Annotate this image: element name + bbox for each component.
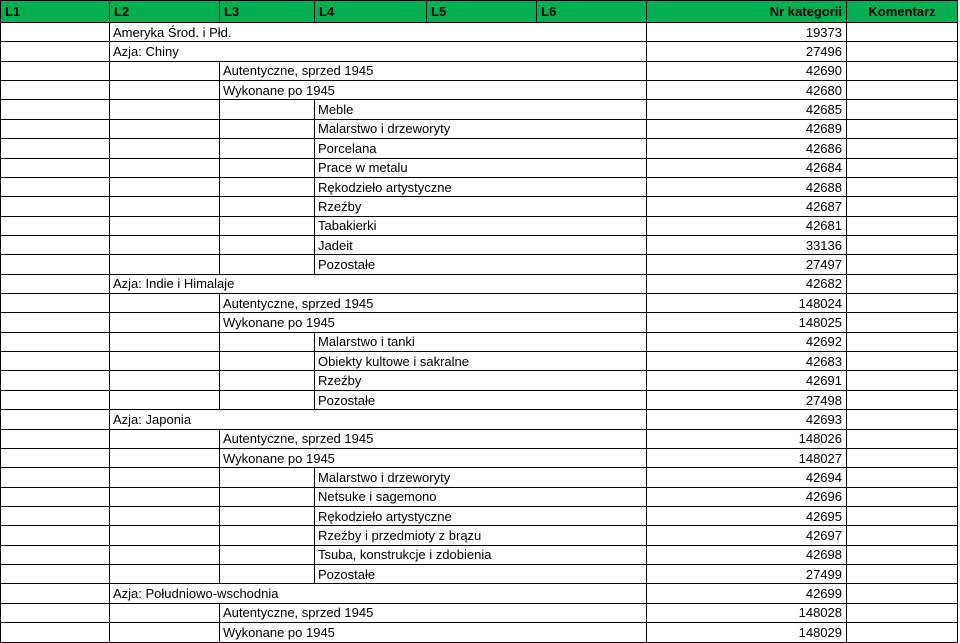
category-label-cell[interactable] [315,545,647,564]
comment-cell[interactable] [847,61,958,80]
category-label: Rzeźby [318,198,362,214]
category-number: 42684 [805,160,842,176]
category-number-cell[interactable] [647,487,847,506]
table-row [1,584,958,603]
category-label: Tabakierki [318,218,377,234]
comment-cell[interactable] [847,119,958,138]
category-label: Pozostałe [318,566,376,582]
category-label-cell[interactable] [220,313,647,332]
comment-cell[interactable] [847,100,958,119]
category-number-cell[interactable] [647,119,847,138]
table-row [1,23,958,42]
empty-cell[interactable] [110,177,220,196]
empty-cell[interactable] [220,506,315,525]
category-label-cell[interactable] [315,352,647,371]
table-row [1,468,958,487]
category-number: 27498 [805,392,842,408]
empty-cell[interactable] [110,235,220,254]
comment-cell[interactable] [847,332,958,351]
category-number: 42685 [805,102,842,118]
table-row [1,332,958,351]
category-number-cell[interactable] [647,448,847,467]
category-number: 42688 [805,179,842,195]
category-label: Obiekty kultowe i sakralne [318,353,470,369]
empty-cell[interactable] [110,390,220,409]
header-l2[interactable]: L2 [110,1,220,23]
table-row [1,177,958,196]
category-number-cell[interactable] [647,371,847,390]
header-l6[interactable]: L6 [537,1,647,23]
category-number: 42696 [805,489,842,505]
header-l1[interactable]: L1 [1,1,110,23]
category-label: Meble [318,102,354,118]
empty-cell[interactable] [220,526,315,545]
category-label-cell[interactable] [220,429,647,448]
category-number: 42686 [805,140,842,156]
category-label: Wykonane po 1945 [223,82,335,98]
category-label: Azja: Indie i Himalaje [113,276,235,292]
category-label: Azja: Południowo-wschodnia [113,586,279,602]
comment-cell[interactable] [847,23,958,42]
table-row [1,410,958,429]
category-label: Malarstwo i tanki [318,334,415,350]
category-number-cell[interactable] [647,197,847,216]
category-number: 27497 [805,256,842,272]
table-row [1,429,958,448]
table-row [1,255,958,274]
empty-cell[interactable] [1,332,110,351]
category-number-cell[interactable] [647,526,847,545]
comment-cell[interactable] [847,197,958,216]
empty-cell[interactable] [220,352,315,371]
comment-cell[interactable] [847,623,958,642]
category-number-cell[interactable] [647,294,847,313]
table-row [1,100,958,119]
comment-cell[interactable] [847,139,958,158]
category-label-cell[interactable] [315,235,647,254]
comment-cell[interactable] [847,565,958,584]
empty-cell[interactable] [1,177,110,196]
empty-cell[interactable] [1,448,110,467]
category-number: 148028 [798,605,842,621]
category-number-cell[interactable] [647,235,847,254]
empty-cell[interactable] [1,235,110,254]
empty-cell[interactable] [1,139,110,158]
category-number-cell[interactable] [647,139,847,158]
empty-cell[interactable] [110,332,220,351]
category-number-cell[interactable] [647,429,847,448]
empty-cell[interactable] [1,352,110,371]
category-label: Netsuke i sagemono [318,489,437,505]
category-number: 42697 [805,528,842,544]
category-label-cell[interactable] [110,274,647,293]
comment-cell[interactable] [847,468,958,487]
empty-cell[interactable] [110,119,220,138]
header-category-number[interactable]: Nr kategorii [647,1,847,23]
category-number-cell[interactable] [647,158,847,177]
category-label-cell[interactable] [315,119,647,138]
empty-cell[interactable] [1,158,110,177]
comment-cell[interactable] [847,274,958,293]
category-label: Jadeit [318,237,353,253]
table-row [1,158,958,177]
category-label-cell[interactable] [220,603,647,622]
category-label-cell[interactable] [315,158,647,177]
empty-cell[interactable] [110,255,220,274]
category-label: Autentyczne, sprzed 1945 [223,63,374,79]
empty-cell[interactable] [110,506,220,525]
empty-cell[interactable] [110,603,220,622]
comment-cell[interactable] [847,352,958,371]
empty-cell[interactable] [220,216,315,235]
comment-cell[interactable] [847,216,958,235]
table-row [1,603,958,622]
comment-cell[interactable] [847,294,958,313]
comment-cell[interactable] [847,584,958,603]
empty-cell[interactable] [220,100,315,119]
category-number: 19373 [805,24,842,40]
category-number-cell[interactable] [647,410,847,429]
empty-cell[interactable] [1,255,110,274]
table-row [1,313,958,332]
empty-cell[interactable] [110,139,220,158]
empty-cell[interactable] [1,623,110,642]
empty-cell[interactable] [1,371,110,390]
table-row [1,545,958,564]
empty-cell[interactable] [1,526,110,545]
category-label: Rękodzieło artystyczne [318,179,452,195]
table-row [1,81,958,100]
category-number: 42687 [805,198,842,214]
category-number-cell[interactable] [647,584,847,603]
table-row [1,526,958,545]
comment-cell[interactable] [847,81,958,100]
empty-cell[interactable] [220,139,315,158]
category-number: 27499 [805,566,842,582]
category-label: Rzeźby [318,373,362,389]
empty-cell[interactable] [220,235,315,254]
table-row [1,390,958,409]
comment-cell[interactable] [847,448,958,467]
comment-cell[interactable] [847,313,958,332]
category-label: Autentyczne, sprzed 1945 [223,605,374,621]
category-label: Ameryka Środ. i Płd. [113,24,232,40]
empty-cell[interactable] [110,448,220,467]
comment-cell[interactable] [847,410,958,429]
empty-cell[interactable] [110,197,220,216]
empty-cell[interactable] [220,468,315,487]
category-label: Porcelana [318,140,377,156]
empty-cell[interactable] [1,584,110,603]
empty-cell[interactable] [1,274,110,293]
empty-cell[interactable] [1,81,110,100]
category-number-cell[interactable] [647,332,847,351]
category-label-cell[interactable] [315,255,647,274]
comment-cell[interactable] [847,545,958,564]
empty-cell[interactable] [110,545,220,564]
category-number: 148025 [798,315,842,331]
category-label-cell[interactable] [315,506,647,525]
table-row [1,623,958,642]
empty-cell[interactable] [110,81,220,100]
header-l4[interactable]: L4 [315,1,427,23]
category-number: 42690 [805,63,842,79]
table-row [1,565,958,584]
empty-cell[interactable] [110,352,220,371]
category-number-cell[interactable] [647,390,847,409]
empty-cell[interactable] [220,371,315,390]
table-row [1,352,958,371]
category-label-cell[interactable] [315,565,647,584]
empty-cell[interactable] [110,487,220,506]
category-number: 33136 [805,237,842,253]
category-label-cell[interactable] [315,139,647,158]
category-label: Autentyczne, sprzed 1945 [223,295,374,311]
comment-cell[interactable] [847,487,958,506]
category-label-cell[interactable] [220,448,647,467]
comment-cell[interactable] [847,506,958,525]
category-label: Azja: Chiny [113,44,179,60]
category-number: 42693 [805,411,842,427]
category-number-cell[interactable] [647,61,847,80]
table-row [1,119,958,138]
empty-cell[interactable] [220,565,315,584]
empty-cell[interactable] [1,545,110,564]
empty-cell[interactable] [220,255,315,274]
comment-cell[interactable] [847,158,958,177]
header-l5[interactable]: L5 [427,1,537,23]
empty-cell[interactable] [220,487,315,506]
category-label-cell[interactable] [315,216,647,235]
category-label-cell[interactable] [110,42,647,61]
comment-cell[interactable] [847,42,958,61]
empty-cell[interactable] [110,468,220,487]
category-number-cell[interactable] [647,81,847,100]
empty-cell[interactable] [220,177,315,196]
comment-cell[interactable] [847,603,958,622]
header-row [1,1,958,23]
comment-cell[interactable] [847,526,958,545]
category-number: 42695 [805,508,842,524]
comment-cell[interactable] [847,371,958,390]
category-number-cell[interactable] [647,100,847,119]
category-label-cell[interactable] [315,177,647,196]
empty-cell[interactable] [110,526,220,545]
category-label: Rzeźby i przedmioty z brązu [318,528,482,544]
category-number: 42699 [805,586,842,602]
empty-cell[interactable] [1,468,110,487]
table-row [1,235,958,254]
empty-cell[interactable] [1,119,110,138]
category-label: Autentyczne, sprzed 1945 [223,431,374,447]
empty-cell[interactable] [220,332,315,351]
empty-cell[interactable] [1,216,110,235]
empty-cell[interactable] [110,313,220,332]
empty-cell[interactable] [1,390,110,409]
category-label-cell[interactable] [315,526,647,545]
category-label-cell[interactable] [110,584,647,603]
comment-cell[interactable] [847,235,958,254]
category-number-cell[interactable] [647,506,847,525]
category-number: 42691 [805,373,842,389]
empty-cell[interactable] [1,197,110,216]
empty-cell[interactable] [1,429,110,448]
category-label: Pozostałe [318,256,376,272]
table-row [1,42,958,61]
category-label-cell[interactable] [315,468,647,487]
comment-cell[interactable] [847,390,958,409]
category-number: 42692 [805,334,842,350]
empty-cell[interactable] [220,158,315,177]
category-number-cell[interactable] [647,603,847,622]
category-number: 42681 [805,218,842,234]
table-row [1,371,958,390]
comment-cell[interactable] [847,429,958,448]
category-label-cell[interactable] [220,81,647,100]
empty-cell[interactable] [110,623,220,642]
header-comment[interactable]: Komentarz [847,1,958,23]
category-label: Tsuba, konstrukcje i zdobienia [318,547,492,563]
category-number-cell[interactable] [647,23,847,42]
comment-cell[interactable] [847,177,958,196]
category-number: 42680 [805,82,842,98]
empty-cell[interactable] [110,294,220,313]
category-number-cell[interactable] [647,565,847,584]
empty-cell[interactable] [110,216,220,235]
category-number: 42683 [805,353,842,369]
empty-cell[interactable] [1,100,110,119]
category-label-cell[interactable] [220,61,647,80]
category-number: 148029 [798,624,842,640]
category-label-cell[interactable] [315,100,647,119]
empty-cell[interactable] [1,565,110,584]
table-row [1,448,958,467]
empty-cell[interactable] [110,371,220,390]
empty-cell[interactable] [1,410,110,429]
empty-cell[interactable] [110,61,220,80]
category-number: 42689 [805,121,842,137]
table-row [1,197,958,216]
category-label-cell[interactable] [315,390,647,409]
empty-cell[interactable] [1,294,110,313]
category-label-cell[interactable] [315,332,647,351]
table-row [1,274,958,293]
empty-cell[interactable] [110,565,220,584]
category-label-cell[interactable] [110,410,647,429]
category-label-cell[interactable] [315,197,647,216]
category-number-cell[interactable] [647,274,847,293]
empty-cell[interactable] [110,158,220,177]
table-row [1,487,958,506]
category-label: Rękodzieło artystyczne [318,508,452,524]
category-number-cell[interactable] [647,42,847,61]
empty-cell[interactable] [1,23,110,42]
category-label: Malarstwo i drzeworyty [318,469,451,485]
empty-cell[interactable] [1,603,110,622]
empty-cell[interactable] [220,197,315,216]
category-label-cell[interactable] [315,487,647,506]
category-number: 148024 [798,295,842,311]
category-number: 148026 [798,431,842,447]
empty-cell[interactable] [220,119,315,138]
empty-cell[interactable] [220,545,315,564]
table-row [1,506,958,525]
category-number-cell[interactable] [647,255,847,274]
comment-cell[interactable] [847,255,958,274]
category-label-cell[interactable] [315,371,647,390]
category-number: 42694 [805,469,842,485]
header-l3[interactable]: L3 [220,1,315,23]
empty-cell[interactable] [110,100,220,119]
category-label: Malarstwo i drzeworyty [318,121,451,137]
category-number-cell[interactable] [647,468,847,487]
category-label: Wykonane po 1945 [223,315,335,331]
category-number: 148027 [798,450,842,466]
table-row [1,216,958,235]
empty-cell[interactable] [1,487,110,506]
table-row [1,139,958,158]
category-number: 27496 [805,44,842,60]
category-label: Wykonane po 1945 [223,450,335,466]
category-label: Wykonane po 1945 [223,624,335,640]
category-number: 42682 [805,276,842,292]
category-number-cell[interactable] [647,313,847,332]
category-label-cell[interactable] [220,294,647,313]
empty-cell[interactable] [110,429,220,448]
category-label-cell[interactable] [110,23,647,42]
table-row [1,61,958,80]
empty-cell[interactable] [1,506,110,525]
category-label: Prace w metalu [318,160,408,176]
empty-cell[interactable] [1,42,110,61]
category-number-cell[interactable] [647,177,847,196]
category-label: Pozostałe [318,392,376,408]
category-number-cell[interactable] [647,352,847,371]
category-number-cell[interactable] [647,623,847,642]
table-row [1,294,958,313]
category-label-cell[interactable] [220,623,647,642]
empty-cell[interactable] [220,390,315,409]
category-number-cell[interactable] [647,216,847,235]
category-number-cell[interactable] [647,545,847,564]
category-number: 42698 [805,547,842,563]
empty-cell[interactable] [1,313,110,332]
empty-cell[interactable] [1,61,110,80]
category-label: Azja: Japonia [113,411,192,427]
